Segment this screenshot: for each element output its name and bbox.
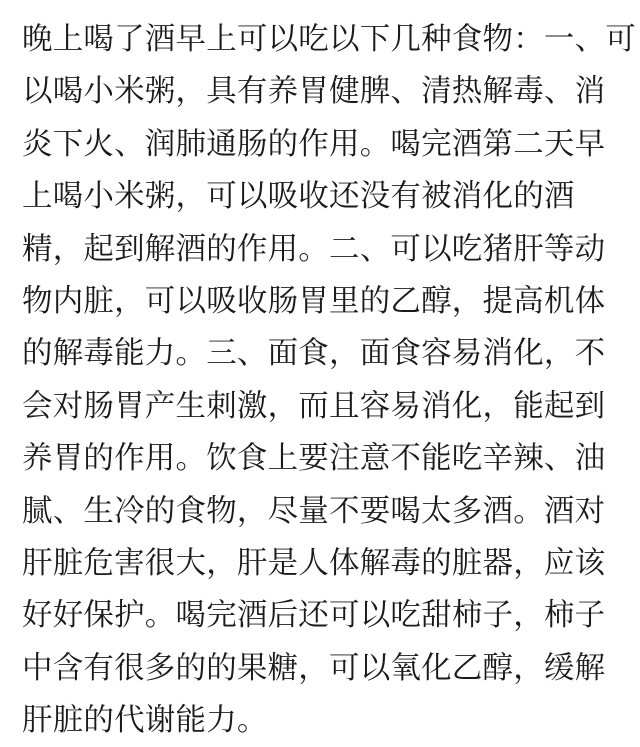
text-line-14: 肝脏的代谢能力。 bbox=[22, 703, 268, 739]
text-line-1: 晚上喝了酒早上可以吃以下几种食物：一、可 bbox=[22, 22, 636, 57]
handwritten-paragraph bbox=[22, 14, 636, 747]
text-line-2: 以喝小米粥，具有养胃健脾、清热解毒、消 bbox=[22, 74, 606, 110]
text-line-4: 上喝小米粥，可以吸收还没有被消化的酒 bbox=[22, 179, 575, 215]
text-line-10: 腻、生冷的食物，尽量不要喝太多酒。酒对 bbox=[22, 493, 606, 529]
text-line-5: 精，起到解酒的作用。二、可以吃猪肝等动 bbox=[22, 231, 606, 267]
text-line-8: 会对肠胃产生刺激，而且容易消化，能起到 bbox=[22, 388, 606, 424]
text-line-12: 好好保护。喝完酒后还可以吃甜柿子，柿子 bbox=[22, 598, 606, 634]
text-line-3: 炎下火、润肺通肠的作用。喝完酒第二天早 bbox=[22, 126, 606, 162]
text-line-13: 中含有很多的的果糖，可以氧化乙醇，缓解 bbox=[22, 650, 606, 686]
text-line-6: 物内脏，可以吸收肠胃里的乙醇，提高机体 bbox=[22, 283, 606, 319]
text-line-9: 养胃的作用。饮食上要注意不能吃辛辣、油 bbox=[22, 441, 606, 477]
text-line-7: 的解毒能力。三、面食，面食容易消化，不 bbox=[22, 336, 606, 372]
text-line-11: 肝脏危害很大，肝是人体解毒的脏器，应该 bbox=[22, 545, 606, 581]
